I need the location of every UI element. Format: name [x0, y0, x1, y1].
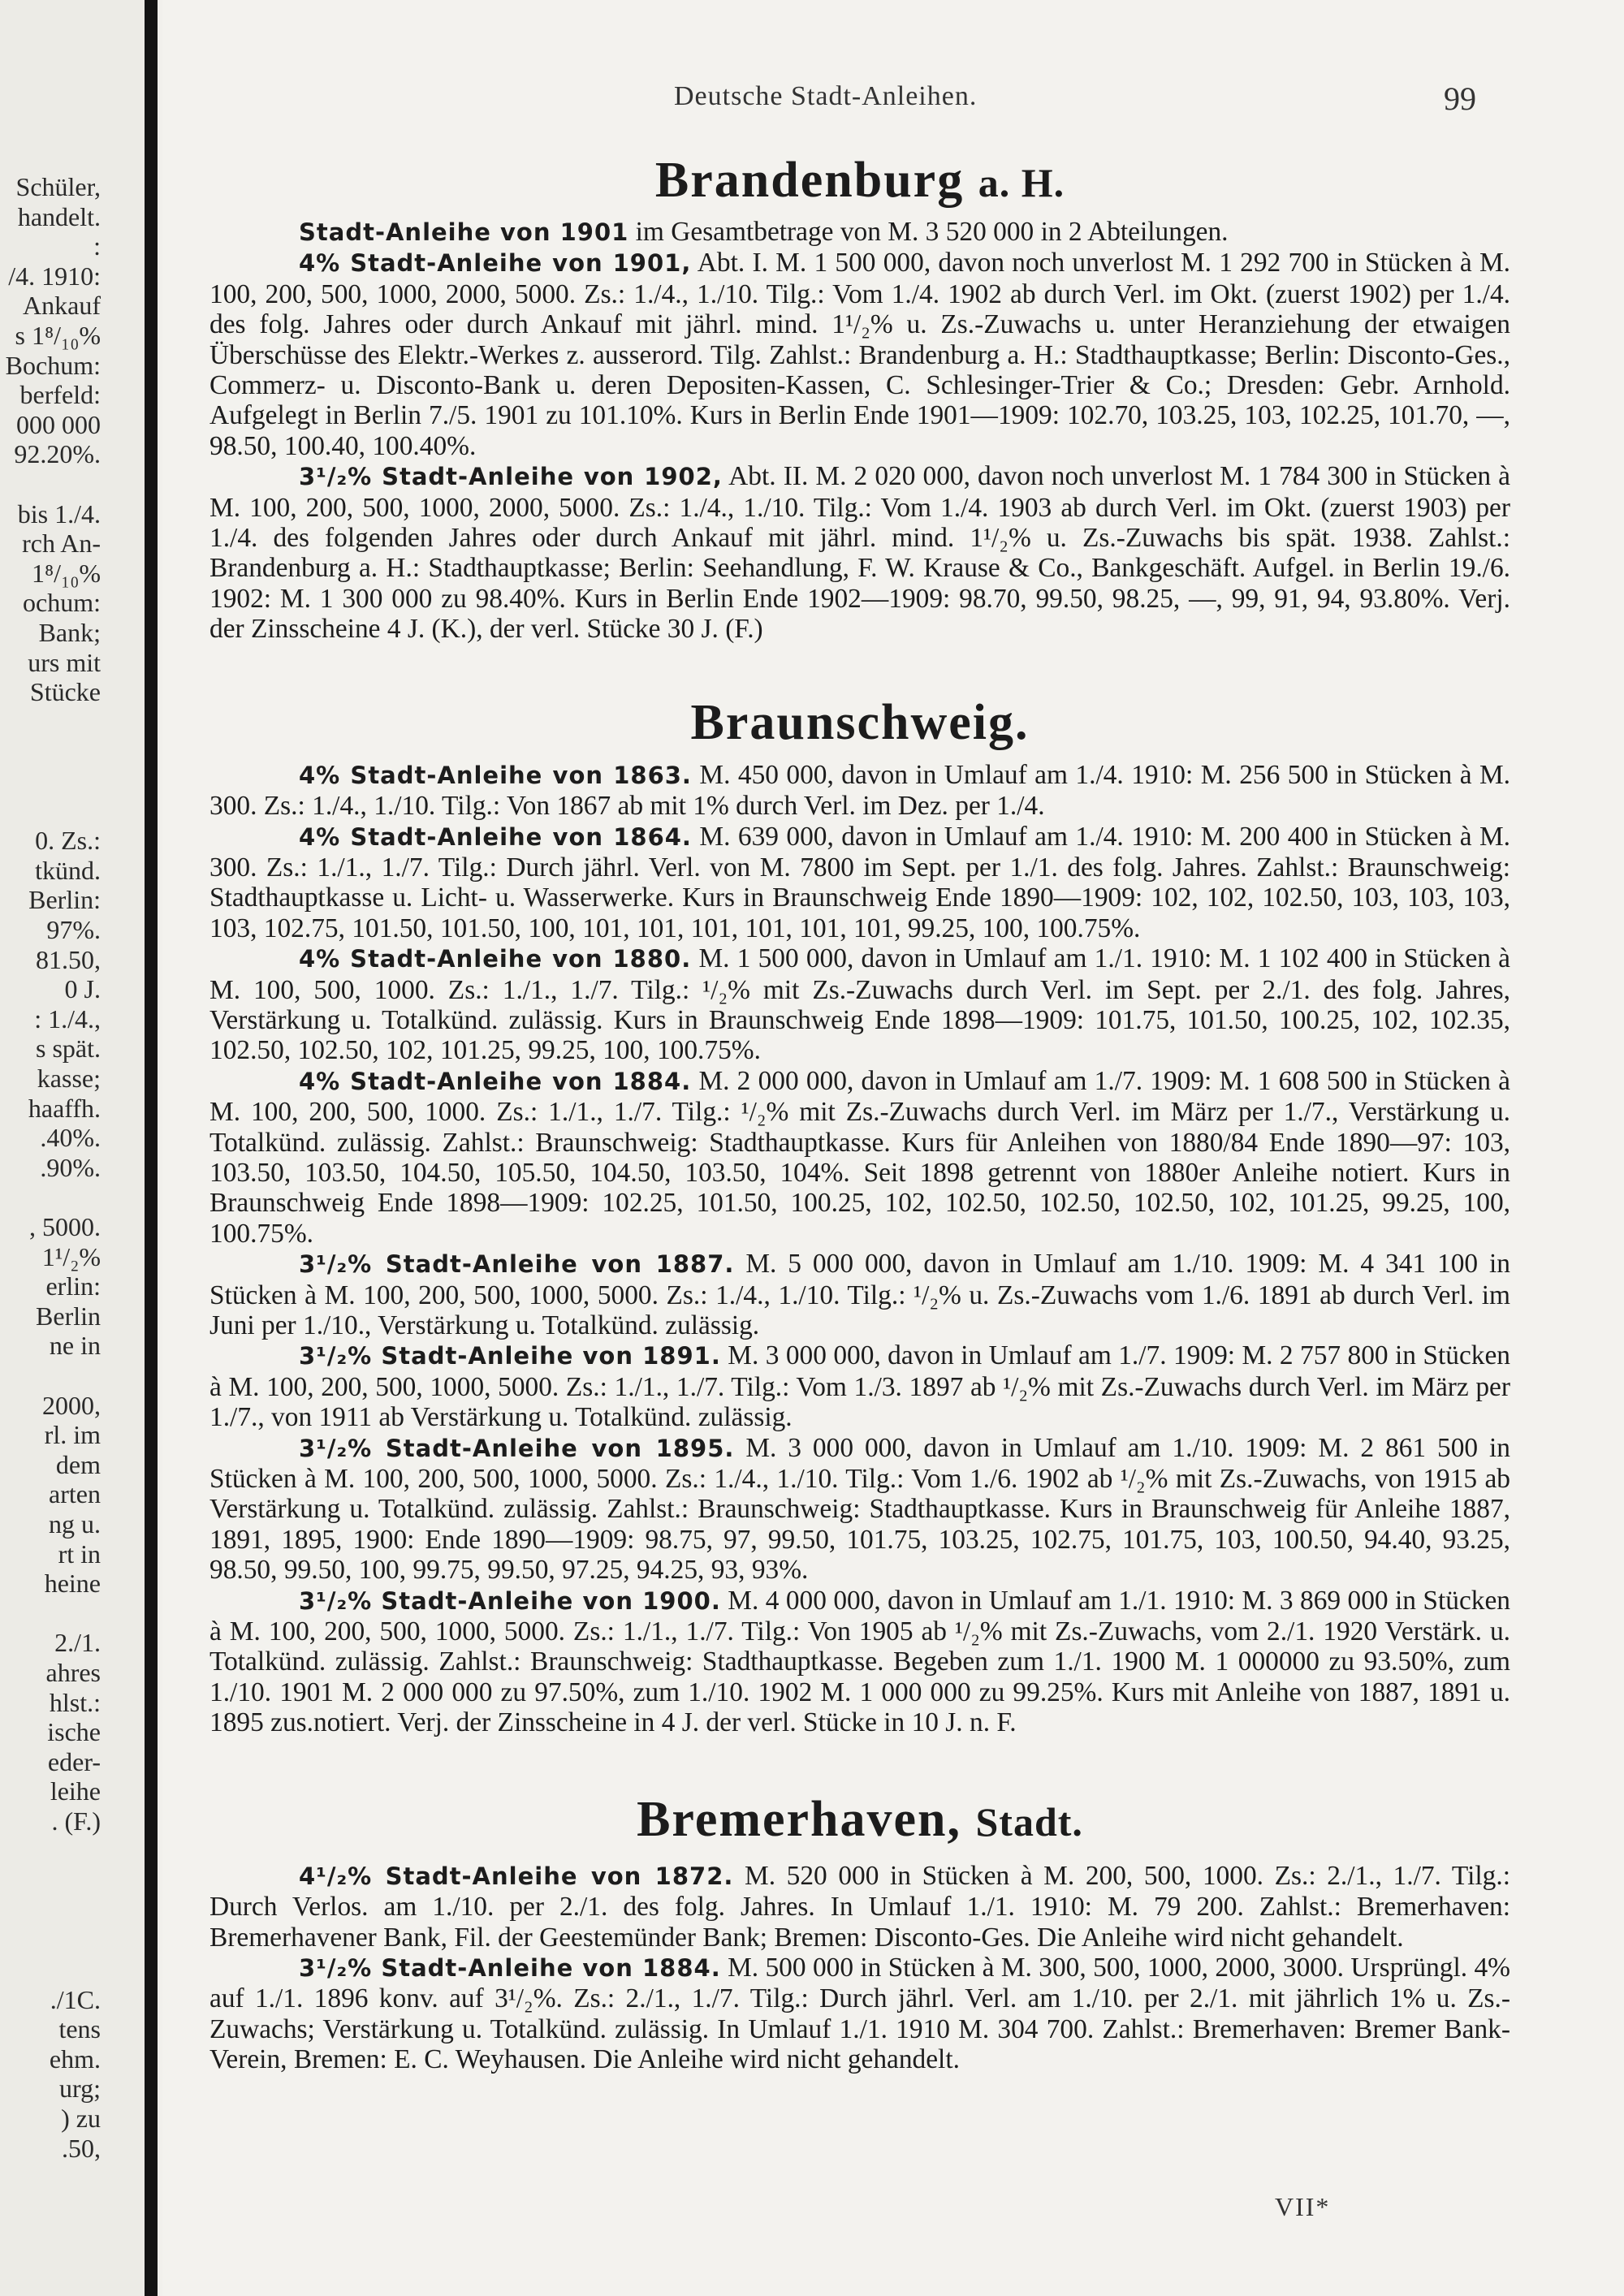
adjacent-page-fragment: handelt.: [17, 202, 101, 231]
adjacent-page-fragment: rt in: [58, 1539, 101, 1569]
city-heading-bremerhaven: [209, 1790, 1510, 1851]
page-number: 99: [1444, 80, 1476, 117]
loan-title: 4% Stadt-Anleihe von 1884.: [299, 1067, 692, 1095]
loan-title: 4% Stadt-Anleihe von 1863.: [299, 761, 692, 789]
adjacent-page-fragment: /4. 1910:: [8, 261, 101, 291]
loan-entry: [209, 217, 1510, 248]
adjacent-page-fragment: 000 000: [16, 410, 101, 439]
adjacent-page-fragment: .40%.: [40, 1123, 101, 1152]
adjacent-page-fragment: 1¹/₂%: [41, 1242, 101, 1271]
adjacent-page-fragment: tens: [58, 2014, 101, 2044]
adjacent-page-fragment: 0 J.: [64, 974, 101, 1003]
adjacent-page-fragment: arten: [49, 1479, 101, 1508]
adjacent-page-fragment: ochum:: [23, 588, 101, 617]
loan-text: Abt. II. M. 2 020 000, davon noch unverlost M. 1 784 300 in Stücken à M. 100, 200, 500, 1000, 2000, 5000. Zs.: 1./4., 1./10. Tilg.: Vom 1./4. 1903 ab durch Verl. im Okt. (zuerst 1903) per 1./4. des folgenden Jahres oder durch Ankauf mit jährl. mind. 1¹/₂% u. Zs.-Zuwachs bis spät. 1938. Zahlst.: Brandenburg a. H.: Stadthauptkasse; Berlin: Seehandlung, F. W. Krause & Co., Bankgeschäft. Aufgel. in Berlin 19./6. 1902: M. 1 300 000 zu 98.40%. Kurs in Berlin Ende 1902—1909: 98.70, 99.50, 98.25, —, 99, 91, 94, 93.80%. Verj. der Zinsscheine 4 J. (K.), der verl. Stücke 30 J. (F.): [209, 461, 1511, 645]
adjacent-page-fragment: urg;: [59, 2074, 101, 2103]
book-gutter: [145, 0, 158, 2296]
adjacent-page-fragment: hlst.:: [49, 1688, 101, 1717]
loan-entry: [209, 760, 1510, 822]
adjacent-page-fragment: erlin:: [45, 1271, 101, 1301]
adjacent-page-fragment: eder-: [47, 1747, 101, 1776]
adjacent-page-fragment: Ankauf: [23, 291, 101, 320]
adjacent-page-fragment: .90%.: [40, 1153, 101, 1182]
adjacent-page-fragment: dem: [55, 1450, 101, 1479]
loan-title: 3¹/₂% Stadt-Anleihe von 1900.: [299, 1586, 721, 1615]
loan-text: im Gesamtbetrage von M. 3 520 000 in 2 Abteilungen.: [628, 217, 1229, 247]
adjacent-page-fragment: Bochum:: [5, 351, 101, 380]
adjacent-page-fragment: , 5000.: [29, 1212, 101, 1241]
loan-entry: [209, 1066, 1510, 1249]
adjacent-page-fragment: :: [93, 231, 101, 261]
loan-entry: [209, 822, 1510, 944]
loan-title: 3¹/₂% Stadt-Anleihe von 1895.: [299, 1434, 735, 1462]
loan-text: M. 639 000, davon in Umlauf am 1./4. 1910: M. 200 400 in Stücken à M. 300. Zs.: 1./1., 1./7. Tilg.: Durch jährl. Verl. von M. 7800 im Sept. per 1./1. des folg. Jahres. Zahlst.: Braunschweig: Stadthauptkasse u. Licht- u. Wasserwerke. Kurs in Braunschweig Ende 1890—1909: 102, 102, 102.50, 103, 103, 103, 103, 102.75, 101.50, 101.50, 100, 101, 101, 101, 101, 101, 101, 99.25, 100, 100.75%.: [209, 821, 1510, 943]
signature-mark: VII*: [1275, 2192, 1331, 2221]
adjacent-page-fragment: leihe: [50, 1776, 101, 1806]
adjacent-page-fragment: Berlin:: [28, 885, 101, 914]
loan-entry: [209, 1586, 1510, 1738]
adjacent-page-fragment: s spät.: [36, 1034, 101, 1063]
loan-entry: [209, 461, 1510, 644]
adjacent-page-fragment: s 1⁸/₁₀%: [15, 321, 101, 350]
loan-entry: [209, 1340, 1510, 1432]
adjacent-page-fragment: rch An-: [22, 529, 101, 558]
adjacent-page-fragment: haaffh.: [28, 1094, 101, 1123]
loan-text: M. 2 000 000, davon in Umlauf am 1./7. 1909: M. 1 608 500 in Stücken à M. 100, 200, 500, 1000. Zs.: 1./1., 1./7. Tilg.: ¹/₂% mit Zs.-Zuwachs durch Verl. im März per 1./7., Verstärkung u. Totalkünd. zulässig. Zahlst.: Braunschweig: Stadthauptkasse. Kurs für Anleihen von 1880/84 Ende 1890—97: 103, 103.50, 103.50, 104.50, 105.50, 104.50, 103.50, 104%. Seit 1898 getrennt von 1880er Anleihe notiert. Kurs in Braunschweig Ende 1898—1909: 102.25, 101.50, 100.25, 102, 102.50, 102.50, 102.50, 102, 101.25, 99.25, 100, 100.75%.: [209, 1065, 1510, 1249]
loan-entry: [209, 1249, 1510, 1340]
loan-text: M. 3 000 000, davon in Umlauf am 1./7. 1909: M. 2 757 800 in Stücken à M. 100, 200, 500, 1000, 5000. Zs.: 1./1., 1./7. Tilg.: Vom 1./3. 1897 ab ¹/₂% mit Zs.-Zuwachs durch Verl. im März per 1./7., von 1911 ab Verstärkung u. Totalkünd. zulässig.: [209, 1340, 1510, 1433]
city-qualifier: a. H.: [978, 160, 1065, 205]
page: [162, 0, 1624, 2296]
loan-title: 4¹/₂% Stadt-Anleihe von 1872.: [299, 1862, 734, 1890]
loan-title: 3¹/₂% Stadt-Anleihe von 1884.: [299, 1953, 721, 1982]
city-name: Brandenburg: [654, 153, 965, 208]
adjacent-page-fragment: tkünd.: [35, 856, 101, 885]
adjacent-page-fragment: ische: [47, 1717, 101, 1746]
adjacent-page-fragment: heine: [44, 1569, 101, 1598]
loan-text: M. 520 000 in Stücken à M. 200, 500, 1000. Zs.: 2./1., 1./7. Tilg.: Durch Verlos. am 1./10. per 2./1. des folg. Jahres. In Umlauf 1./1. 1910: M. 79 200. Zahlst.: Bremerhaven: Bremerhavener Bank, Fil. der Geestemünder Bank; Bremen: Disconto-Ges. Die Anleihe wird nicht gehandelt.: [209, 1860, 1510, 1953]
adjacent-page-fragment: 2000,: [42, 1391, 101, 1420]
loan-title: Stadt-Anleihe von 1901: [299, 218, 629, 246]
adjacent-page-fragment: 97%.: [46, 915, 101, 944]
adjacent-page-fragment: Berlin: [36, 1301, 101, 1331]
loan-title: 4% Stadt-Anleihe von 1880.: [299, 945, 692, 973]
loan-entry: [209, 248, 1510, 461]
city-qualifier: Stadt.: [975, 1798, 1083, 1845]
loan-text: Abt. I. M. 1 500 000, davon noch unverlost M. 1 292 700 in Stücken à M. 100, 200, 500, 1000, 2000, 5000. Zs.: 1./4., 1./10. Tilg.: Vom 1./4. 1902 ab durch Verl. im Okt. (zuerst 1902) per 1./4. des folg. Jahres oder durch Ankauf mit jährl. mind. 1¹/₂% u. Zs.-Zuwachs u. unter Heranziehung der etwaigen Überschüsse des Elektr.-Werkes z. ausserord. Tilg. Zahlst.: Brandenburg a. H.: Stadthauptkasse; Berlin: Disconto-Ges., Commerz- u. Disconto-Bank u. deren Depositen-Kassen, C. Schlesinger-Trier & Co.; Dresden: Gebr. Arnhold. Aufgelegt in Berlin 7./5. 1901 zu 101.10%. Kurs in Berlin Ende 1901—1909: 102.70, 103.25, 103, 102.25, 101.70, —, 98.50, 100.40, 100.40%.: [209, 248, 1510, 461]
adjacent-page-fragment: ) zu: [61, 2104, 101, 2133]
loan-text: M. 500 000 in Stücken à M. 300, 500, 1000, 2000, 3000. Ursprüngl. 4% auf 1./1. 1896 konv. auf 3¹/₂%. Zs.: 2./1., 1./7. Tilg.: Durch jährl. Verl. am 1./10. per 2./1. mit jährlich 1% u. Zs.-Zuwachs; Verstärkung u. Totalkünd. zulässig. In Umlauf 1./1. 1910 M. 304 700. Zahlst.: Bremerhaven: Bremer Bank-Verein, Bremen: E. C. Weyhausen. Die Anleihe wird nicht gehandelt.: [209, 1952, 1510, 2075]
adjacent-page-fragment: Stücke: [29, 677, 101, 706]
loan-entry: [209, 1953, 1510, 2075]
city-name: Braunschweig.: [690, 694, 1030, 750]
adjacent-page-fragment: 0. Zs.:: [35, 826, 101, 855]
loan-title: 3¹/₂% Stadt-Anleihe von 1891.: [299, 1342, 721, 1370]
loan-title: 4% Stadt-Anleihe von 1901,: [299, 249, 692, 278]
adjacent-page-fragment: 1⁸/₁₀%: [31, 559, 101, 588]
adjacent-page-fragment: Bank;: [38, 618, 101, 647]
city-name: Bremerhaven,: [637, 1791, 961, 1847]
loan-title: 3¹/₂% Stadt-Anleihe von 1887.: [299, 1250, 735, 1279]
loan-text: M. 450 000, davon in Umlauf am 1./4. 1910: M. 256 500 in Stücken à M. 300. Zs.: 1./4., 1./10. Tilg.: Von 1867 ab mit 1% durch Verl. im Dez. per 1./4.: [209, 759, 1510, 822]
loan-entry: [209, 943, 1510, 1066]
adjacent-page-fragment: rl. im: [44, 1420, 101, 1449]
adjacent-page-fragment: berfeld:: [19, 380, 101, 409]
running-head: Deutsche Stadt-Anleihen.: [674, 81, 978, 111]
adjacent-page-fragment: .50,: [62, 2134, 101, 2163]
adjacent-page-fragment: kasse;: [37, 1064, 101, 1093]
adjacent-page-fragment: urs mit: [28, 648, 101, 677]
adjacent-page-fragment: ./1C.: [50, 1985, 101, 2014]
adjacent-page-fragment: ahres: [45, 1658, 101, 1687]
city-heading-braunschweig: [209, 693, 1510, 752]
adjacent-page-fragment: 81.50,: [36, 945, 101, 974]
loan-text: M. 5 000 000, davon in Umlauf am 1./10. 1909: M. 4 341 100 in Stücken à M. 100, 200, 500, 1000, 5000. Zs.: 1./4., 1./10. Tilg.: ¹/₂% u. Zs.-Zuwachs vom 1./6. 1891 ab durch Verl. im Juni per 1./10., Verstärkung u. Totalkünd. zulässig.: [209, 1249, 1510, 1340]
loan-text: M. 3 000 000, davon in Umlauf am 1./10. 1909: M. 2 861 500 in Stücken à M. 100, 200, 500, 1000, 5000. Zs.: 1./4., 1./10. Tilg.: Vom 1./6. 1902 ab ¹/₂% mit Zs.-Zuwachs, von 1915 ab Verstärkung u. Totalkünd. zulässig. Zahlst.: Braunschweig: Stadthauptkasse. Kurs in Braunschweig für Anleihe 1887, 1891, 1895, 1900: Ende 1890—1909: 98.75, 97, 99.50, 101.75, 103.25, 102.75, 101.75, 103, 100.50, 94.40, 93.25, 98.50, 99.50, 100, 99.75, 99.50, 97.25, 94.25, 93, 93%.: [209, 1432, 1510, 1586]
adjacent-page-fragment: . (F.): [51, 1806, 101, 1836]
loan-entry: [209, 1861, 1510, 1953]
adjacent-page-strip: [0, 0, 146, 2296]
loan-title: 4% Stadt-Anleihe von 1864.: [299, 822, 692, 851]
adjacent-page-fragment: Schüler,: [15, 172, 101, 201]
adjacent-page-fragment: bis 1./4.: [17, 499, 101, 529]
adjacent-page-fragment: ng u.: [49, 1509, 101, 1539]
page-content: [209, 151, 1510, 2075]
loan-entry: [209, 1433, 1510, 1586]
loan-text: M. 1 500 000, davon in Umlauf am 1./1. 1910: M. 1 102 400 in Stücken à M. 100, 500, 1000. Zs.: 1./1., 1./7. Tilg.: ¹/₂% mit Zs.-Zuwachs durch Verl. im Sept. per 2./1. des folg. Jahres, Verstärkung u. Totalkünd. zulässig. Kurs in Braunschweig Ende 1898—1909: 101.75, 101.50, 100.25, 102, 102.35, 102.50, 102.50, 102, 101.25, 99.25, 100, 100.75%.: [209, 943, 1510, 1066]
adjacent-page-fragment: 2./1.: [54, 1628, 101, 1657]
adjacent-page-fragment: : 1./4.,: [34, 1004, 101, 1034]
loan-title: 3¹/₂% Stadt-Anleihe von 1902,: [299, 463, 723, 491]
adjacent-page-fragment: ne in: [49, 1331, 101, 1360]
adjacent-page-fragment: ehm.: [49, 2044, 101, 2074]
adjacent-page-fragment: 92.20%.: [14, 439, 101, 468]
loan-text: M. 4 000 000, davon in Umlauf am 1./1. 1910: M. 3 869 000 in Stücken à M. 100, 200, 500, 1000, 5000. Zs.: 1./1., 1./7. Tilg.: Von 1905 ab ¹/₂% mit Zs.-Zuwachs, vom 2./1. 1920 Verstärk. u. Totalkünd. zulässig. Zahlst.: Braunschweig: Stadthauptkasse. Begeben zum 1./1. 1900 M. 1 000000 zu 93.50%, zum 1./10. 1901 M. 2 000 000 zu 97.50%, zum 1./10. 1902 M. 1 000 000 zu 99.25%. Kurs mit Anleihe von 1887, 1891 u. 1895 zus.notiert. Verj. der Zinsscheine in 4 J. der verl. Stücke in 10 J. n. F.: [209, 1585, 1510, 1738]
city-heading-brandenburg: [209, 151, 1510, 212]
